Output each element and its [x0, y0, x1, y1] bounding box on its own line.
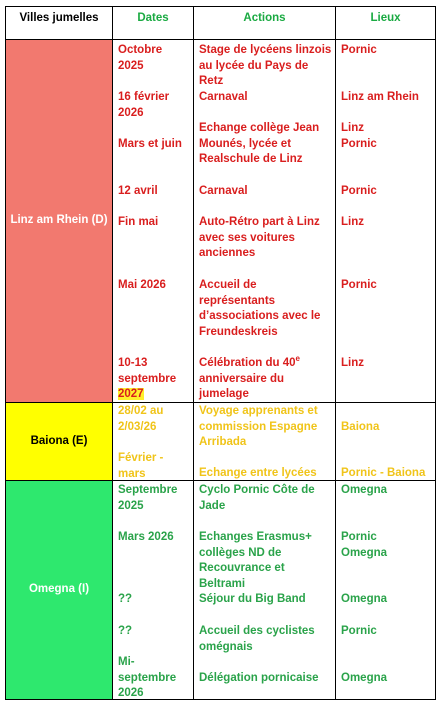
action-entry: Accueil des cyclistes omégnais [199, 625, 315, 653]
dates-cell-baiona [112, 402, 194, 481]
date-entry: Mars 2026 [118, 531, 174, 543]
lieu-entry: Pornic [341, 279, 377, 291]
city-cell-omegna: Omegna (I) [5, 480, 113, 700]
date-entry: 16 février 2026 [118, 91, 170, 119]
highlighted-year: 2027 [118, 388, 144, 400]
action-entry: Célébration du 40e anniversaire du jumelage [199, 354, 300, 400]
lieu-entry: Linz [341, 216, 364, 228]
action-entry: Accueil de représentants d’associations avec le Freundeskreis [199, 279, 321, 338]
action-entry: Echanges Erasmus+ collèges ND de Recouvrance et Beltrami [199, 531, 312, 590]
lieu-entry: Linz Pornic [341, 122, 377, 150]
date-entry: Septembre 2025 [118, 484, 178, 512]
twin-cities-table [5, 6, 436, 700]
actions-cell-omegna [193, 480, 336, 700]
action-entry: Stage de lycéens linzois au lycée du Pays de Retz [199, 44, 332, 87]
lieu-entry: Baiona [341, 421, 380, 433]
date-entry: Mai 2026 [118, 279, 166, 291]
lieu-entry: Linz [341, 357, 364, 369]
lieux-cell-baiona [335, 402, 436, 481]
action-entry: Carnaval [199, 91, 248, 103]
lieu-entry: Pornic [341, 185, 377, 197]
date-entry: ?? [118, 593, 133, 605]
date-entry: 28/02 au 2/03/26 [118, 405, 164, 433]
header-actions: Actions [193, 6, 336, 40]
date-entry: Octobre 2025 [118, 44, 163, 72]
date-text: 10-13 septembre [118, 357, 177, 385]
action-entry: Voyage apprenants et commission Espagne Arribada [199, 405, 318, 448]
lieu-entry: Omegna [341, 672, 388, 684]
lieux-cell-linz [335, 39, 436, 403]
actions-cell-linz [193, 39, 336, 403]
date-entry: Mi-septembre 2026 [118, 656, 177, 699]
action-entry: Echange collège Jean Mounés, lycée et Realschule de Linz [199, 122, 320, 165]
date-entry: Mars et juin [118, 138, 182, 150]
actions-cell-baiona [193, 402, 336, 481]
date-entry: Fin mai [118, 216, 159, 228]
date-entry [118, 356, 190, 403]
action-entry: Auto-Rétro part à Linz avec ses voitures anciennes [199, 216, 320, 259]
dates-cell-linz [112, 39, 194, 403]
header-villes: Villes jumelles [5, 6, 113, 40]
action-entry: Carnaval [199, 185, 248, 197]
lieux-cell-omegna [335, 480, 436, 700]
lieu-entry: Linz am Rhein [341, 91, 419, 103]
lieu-entry: Pornic Omegna [341, 531, 388, 559]
action-entry: Séjour du Big Band [199, 593, 306, 605]
action-entry: Echange entre lycées [199, 467, 317, 479]
lieu-entry: Pornic - Baiona [341, 467, 426, 479]
city-cell-baiona: Baiona (E) [5, 402, 113, 481]
lieu-entry: Omegna [341, 484, 388, 496]
date-entry: 12 avril [118, 185, 158, 197]
city-cell-linz: Linz am Rhein (D) [5, 39, 113, 403]
header-lieux: Lieux [335, 6, 436, 40]
lieu-entry: Omegna [341, 593, 388, 605]
lieu-entry: Pornic [341, 44, 377, 56]
date-entry: ?? [118, 625, 133, 637]
action-entry: Cyclo Pornic Côte de Jade [199, 484, 315, 512]
dates-cell-omegna [112, 480, 194, 700]
header-dates: Dates [112, 6, 194, 40]
lieu-entry: Pornic [341, 625, 377, 637]
action-entry: Délégation pornicaise [199, 672, 319, 684]
date-entry: Février - mars [118, 452, 164, 480]
